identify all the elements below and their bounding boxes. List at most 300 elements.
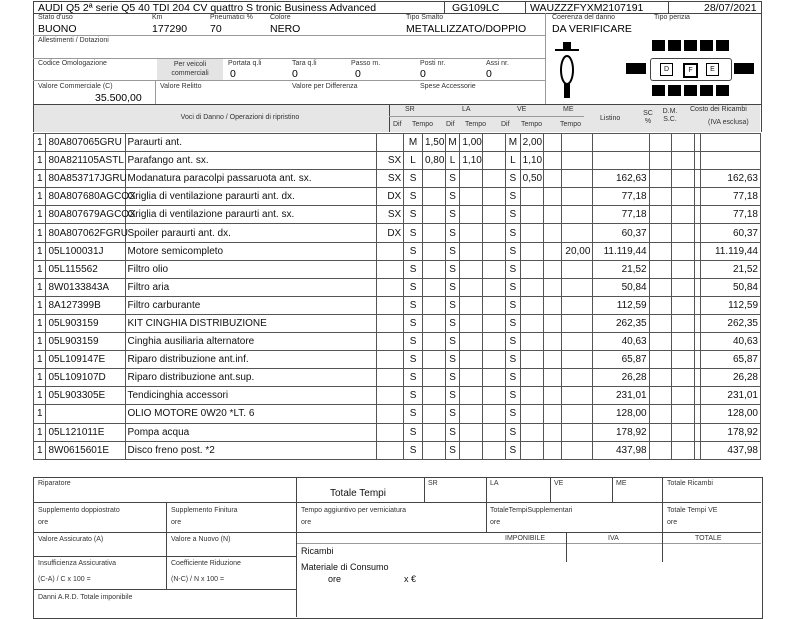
supp-doppio-ore: ore	[38, 519, 49, 526]
cell-me-tempo	[562, 441, 593, 459]
cell-dm	[672, 387, 695, 405]
imponibile-label: IMPONIBILE	[505, 535, 546, 542]
cell-me-tempo	[562, 296, 593, 314]
cell-la-dif: S	[445, 441, 460, 459]
tare-value: 0	[292, 68, 298, 80]
cell-costo: 26,28	[700, 369, 760, 387]
insuff-assic-label: Insufficienza Assicurativa	[38, 560, 117, 567]
cell-sr-tempo: 0,80	[422, 152, 445, 170]
cell-sr-dif: S	[404, 260, 423, 278]
ve-tempo-header: Tempo	[521, 121, 543, 128]
cell-ve-dif: S	[506, 423, 521, 441]
cell-me-tempo	[562, 278, 593, 296]
cell-costo: 262,35	[700, 314, 760, 332]
cell-ve-spacer	[543, 369, 562, 387]
cell-dm	[672, 188, 695, 206]
cell-ve-spacer	[543, 224, 562, 242]
table-row	[34, 260, 761, 278]
cell-ve-spacer	[543, 405, 562, 423]
cell-sr-dif: S	[404, 387, 423, 405]
cell-sr-dif: S	[404, 314, 423, 332]
cell-la-tempo	[460, 260, 483, 278]
cell-dm	[672, 278, 695, 296]
table-row	[34, 441, 761, 459]
cell-la-spacer	[483, 224, 506, 242]
cell-la-tempo: 1,00	[460, 134, 483, 152]
cell-qty: 1	[34, 441, 46, 459]
cell-dm	[672, 224, 695, 242]
report-date: 28/07/2021	[704, 2, 757, 14]
cell-la-dif: S	[445, 405, 460, 423]
cell-ve-spacer	[543, 333, 562, 351]
cell-ve-tempo	[520, 405, 543, 423]
cell-sr-tempo	[422, 423, 445, 441]
cell-sr-dif: S	[404, 405, 423, 423]
accessory-costs-label: Spese Accessorie	[420, 83, 476, 90]
cell-code: 80A807679AGCOX	[46, 206, 125, 224]
cell-qty: 1	[34, 369, 46, 387]
cell-side	[377, 405, 404, 423]
cell-desc: Filtro aria	[125, 278, 377, 296]
la-header: LA	[462, 106, 471, 113]
cell-listino: 77,18	[593, 188, 649, 206]
damage-marker	[668, 85, 681, 96]
tot-tempi-ve-ore: ore	[667, 519, 678, 526]
coeff-riduzione-label: Coefficiente Riduzione	[171, 560, 241, 567]
cell-ve-tempo	[520, 441, 543, 459]
cell-side: DX	[377, 188, 404, 206]
cell-desc: Spoiler paraurti ant. dx.	[125, 224, 377, 242]
wreck-value-label: Valore Relitto	[160, 83, 202, 90]
cell-sc	[649, 387, 672, 405]
cell-sr-tempo	[422, 333, 445, 351]
cell-me-tempo	[562, 387, 593, 405]
cell-la-spacer	[483, 296, 506, 314]
cell-side	[377, 333, 404, 351]
km-label: Km	[152, 14, 163, 21]
cell-la-tempo	[460, 242, 483, 260]
damage-marker	[684, 85, 697, 96]
cell-qty: 1	[34, 260, 46, 278]
cell-ve-dif: S	[506, 278, 521, 296]
cell-side: SX	[377, 170, 404, 188]
cell-la-tempo	[460, 206, 483, 224]
cell-sr-tempo	[422, 441, 445, 459]
materiale-x-euro: x €	[404, 574, 417, 584]
cell-sr-tempo	[422, 314, 445, 332]
cell-la-dif: S	[445, 242, 460, 260]
cell-costo	[700, 134, 760, 152]
cell-ve-dif: S	[506, 170, 521, 188]
cell-qty: 1	[34, 224, 46, 242]
sc-header: SC %	[643, 110, 653, 125]
cell-side	[377, 351, 404, 369]
table-row	[34, 224, 761, 242]
cell-side: SX	[377, 206, 404, 224]
cell-sr-tempo	[422, 170, 445, 188]
cell-qty: 1	[34, 188, 46, 206]
cell-desc: OLIO MOTORE 0W20 *LT. 6	[125, 405, 377, 423]
cell-la-dif: M	[445, 134, 460, 152]
cell-sc	[649, 260, 672, 278]
table-row	[34, 314, 761, 332]
tot-tempi-supp-label: TotaleTempiSupplementari	[490, 507, 573, 514]
cell-ve-dif: S	[506, 405, 521, 423]
tyres-label: Pneumatici %	[210, 14, 253, 21]
cell-side	[377, 387, 404, 405]
cell-sc	[649, 134, 672, 152]
cell-sc	[649, 351, 672, 369]
cell-la-dif: S	[445, 278, 460, 296]
cell-ve-dif: S	[506, 224, 521, 242]
commercial-value: 35.500,00	[95, 92, 142, 104]
cell-la-dif: S	[445, 188, 460, 206]
cell-ve-spacer	[543, 134, 562, 152]
cell-sr-dif: S	[404, 170, 423, 188]
cell-listino: 21,52	[593, 260, 649, 278]
table-row	[34, 405, 761, 423]
table-row	[34, 351, 761, 369]
cell-code: 80A807680AGCOX	[46, 188, 125, 206]
cell-la-dif: S	[445, 314, 460, 332]
iva-label: IVA	[608, 535, 619, 542]
cell-sr-dif: M	[404, 134, 423, 152]
cell-sr-dif: S	[404, 351, 423, 369]
cell-la-spacer	[483, 333, 506, 351]
cell-costo: 162,63	[700, 170, 760, 188]
cell-la-dif: S	[445, 387, 460, 405]
expertise-type-label: Tipo perizia	[654, 14, 690, 21]
damage-marker	[700, 40, 713, 51]
me-tempo-header: Tempo	[560, 121, 582, 128]
cell-sr-dif: S	[404, 441, 423, 459]
cell-sr-tempo	[422, 206, 445, 224]
homologation-label: Codice Omologazione	[38, 60, 107, 67]
cell-qty: 1	[34, 170, 46, 188]
vin-number: WAUZZZFYXM2107191	[530, 2, 644, 14]
cell-listino: 178,92	[593, 423, 649, 441]
cell-listino: 128,00	[593, 405, 649, 423]
damage-marker	[652, 85, 665, 96]
la-tempo-header: Tempo	[465, 121, 487, 128]
damage-marker	[700, 85, 713, 96]
cell-la-tempo	[460, 170, 483, 188]
cell-ve-spacer	[543, 260, 562, 278]
cell-sr-dif: S	[404, 423, 423, 441]
cell-listino: 65,87	[593, 351, 649, 369]
cell-costo: 112,59	[700, 296, 760, 314]
cell-desc: Pompa acqua	[125, 423, 377, 441]
tot-tempi-supp-ore: ore	[490, 519, 501, 526]
cell-ve-dif: S	[506, 260, 521, 278]
cell-la-spacer	[483, 134, 506, 152]
cell-side	[377, 242, 404, 260]
seats-label: Posti nr.	[420, 60, 446, 67]
cell-side	[377, 369, 404, 387]
cell-la-spacer	[483, 260, 506, 278]
cell-ve-dif: S	[506, 387, 521, 405]
supp-finitura-ore: ore	[171, 519, 182, 526]
footer-la-label: LA	[490, 480, 499, 487]
cell-code	[46, 405, 125, 423]
cell-sr-tempo	[422, 369, 445, 387]
cell-costo	[700, 152, 760, 170]
tyres-value: 70	[210, 23, 222, 35]
wheelbase-value: 0	[355, 68, 361, 80]
cell-ve-spacer	[543, 387, 562, 405]
totale-ricambi-label: Totale Ricambi	[667, 480, 713, 487]
cell-ve-dif: S	[506, 351, 521, 369]
cell-sc	[649, 441, 672, 459]
cell-ve-tempo	[520, 188, 543, 206]
supp-doppio-label: Supplemento doppiostrato	[38, 507, 120, 514]
cell-me-tempo	[562, 224, 593, 242]
cell-code: 05L903159	[46, 314, 125, 332]
color-value: NERO	[270, 23, 301, 35]
cell-desc: Filtro carburante	[125, 296, 377, 314]
cell-desc: Paraurti ant.	[125, 134, 377, 152]
cell-sr-tempo	[422, 296, 445, 314]
cell-dm	[672, 405, 695, 423]
cell-code: 80A853717JGRU	[46, 170, 125, 188]
paint-type-value: METALLIZZATO/DOPPIO	[406, 23, 527, 35]
cell-sr-tempo	[422, 260, 445, 278]
table-row	[34, 242, 761, 260]
cell-sr-dif: S	[404, 333, 423, 351]
cell-code: 05L903305E	[46, 387, 125, 405]
cell-ve-tempo	[520, 351, 543, 369]
cell-side	[377, 134, 404, 152]
cell-side	[377, 260, 404, 278]
cell-ve-spacer	[543, 206, 562, 224]
formula-coeff: (N-C) / N x 100 =	[171, 576, 225, 583]
cell-listino: 26,28	[593, 369, 649, 387]
damage-marker	[684, 40, 697, 51]
cell-la-dif: L	[445, 152, 460, 170]
cell-sr-tempo	[422, 387, 445, 405]
cell-ve-dif: S	[506, 314, 521, 332]
cell-la-dif: S	[445, 423, 460, 441]
cell-qty: 1	[34, 333, 46, 351]
cell-ve-dif: L	[506, 152, 521, 170]
sr-header: SR	[405, 106, 415, 113]
cell-sr-dif: S	[404, 242, 423, 260]
cell-desc: Motore semicompleto	[125, 242, 377, 260]
cell-code: 8W0615601E	[46, 441, 125, 459]
damage-marker	[652, 40, 665, 51]
cell-sr-dif: S	[404, 296, 423, 314]
cell-code: 05L109147E	[46, 351, 125, 369]
cell-ve-tempo: 1,10	[520, 152, 543, 170]
cell-dm	[672, 134, 695, 152]
cell-sr-tempo	[422, 351, 445, 369]
cell-la-tempo	[460, 405, 483, 423]
totale-label: TOTALE	[695, 535, 722, 542]
cell-ve-tempo	[520, 224, 543, 242]
cell-costo: 77,18	[700, 206, 760, 224]
cell-ve-tempo	[520, 387, 543, 405]
motorcycle-icon	[547, 36, 587, 104]
cell-costo: 65,87	[700, 351, 760, 369]
cell-side	[377, 278, 404, 296]
formula-insuff: (C-A) / C x 100 =	[38, 576, 91, 583]
cell-qty: 1	[34, 405, 46, 423]
cell-la-spacer	[483, 170, 506, 188]
commercial-vehicles-label: Per veicoli commerciali	[171, 61, 209, 77]
damage-marker	[734, 63, 754, 74]
cell-qty: 1	[34, 387, 46, 405]
table-row	[34, 152, 761, 170]
cell-me-tempo	[562, 423, 593, 441]
cell-ve-tempo	[520, 278, 543, 296]
cell-dm	[672, 441, 695, 459]
cell-desc: Riparo distribuzione ant.sup.	[125, 369, 377, 387]
cell-la-tempo	[460, 296, 483, 314]
table-row	[34, 278, 761, 296]
cell-desc: Tendicinghia accessori	[125, 387, 377, 405]
cell-dm	[672, 170, 695, 188]
riparatore-label: Riparatore	[38, 480, 71, 487]
cell-sr-dif: S	[404, 188, 423, 206]
cell-side	[377, 314, 404, 332]
km-value: 177290	[152, 23, 188, 35]
cell-la-tempo: 1,10	[460, 152, 483, 170]
payload-value: 0	[230, 68, 236, 80]
seats-value: 0	[420, 68, 426, 80]
cell-me-tempo	[562, 405, 593, 423]
table-row	[34, 188, 761, 206]
cell-ve-spacer	[543, 152, 562, 170]
cell-listino: 40,63	[593, 333, 649, 351]
cell-ve-spacer	[543, 188, 562, 206]
cell-me-tempo	[562, 351, 593, 369]
cell-ve-tempo: 2,00	[520, 134, 543, 152]
cell-code: 05L115562	[46, 260, 125, 278]
color-label: Colore	[270, 14, 291, 21]
cell-ve-spacer	[543, 296, 562, 314]
cell-ve-spacer	[543, 278, 562, 296]
cell-side: DX	[377, 224, 404, 242]
cell-costo: 11.119,44	[700, 242, 760, 260]
cell-sr-dif: S	[404, 224, 423, 242]
cell-qty: 1	[34, 423, 46, 441]
cell-dm	[672, 152, 695, 170]
cell-desc: Modanatura paracolpi passaruota ant. sx.	[125, 170, 377, 188]
cell-costo: 128,00	[700, 405, 760, 423]
cell-listino: 112,59	[593, 296, 649, 314]
tempo-vern-label: Tempo aggiuntivo per verniciatura	[301, 507, 407, 514]
cell-ve-tempo	[520, 242, 543, 260]
cell-desc: Griglia di ventilazione paraurti ant. dx.	[125, 188, 377, 206]
cell-me-tempo	[562, 206, 593, 224]
cell-ve-spacer	[543, 351, 562, 369]
tot-tempi-ve-label: Totale Tempi VE	[667, 507, 718, 514]
table-row	[34, 296, 761, 314]
cell-sc	[649, 224, 672, 242]
cell-code: 05L903159	[46, 333, 125, 351]
payload-label: Portata q.li	[228, 60, 262, 67]
cell-la-tempo	[460, 423, 483, 441]
cell-la-spacer	[483, 188, 506, 206]
cell-la-tempo	[460, 333, 483, 351]
cell-side	[377, 441, 404, 459]
table-row	[34, 170, 761, 188]
cell-la-tempo	[460, 314, 483, 332]
cell-me-tempo	[562, 369, 593, 387]
cell-listino: 437,98	[593, 441, 649, 459]
difference-value-label: Valore per Differenza	[292, 83, 358, 90]
la-dif-header: Dif	[446, 121, 455, 128]
costo-header: Costo dei Ricambi	[690, 106, 747, 113]
cell-costo: 40,63	[700, 333, 760, 351]
cell-ve-tempo	[520, 369, 543, 387]
totals-panel	[33, 477, 763, 619]
cell-ve-tempo: 0,50	[520, 170, 543, 188]
cell-la-tempo	[460, 224, 483, 242]
cell-sc	[649, 405, 672, 423]
damage-marker	[716, 40, 729, 51]
cell-sr-tempo: 1,50	[422, 134, 445, 152]
cell-sc	[649, 369, 672, 387]
footer-me-label: ME	[616, 480, 627, 487]
cell-qty: 1	[34, 314, 46, 332]
cell-listino: 60,37	[593, 224, 649, 242]
cell-dm	[672, 314, 695, 332]
cell-side	[377, 296, 404, 314]
ve-dif-header: Dif	[501, 121, 510, 128]
cell-ve-spacer	[543, 441, 562, 459]
cell-la-dif: S	[445, 206, 460, 224]
cell-la-dif: S	[445, 170, 460, 188]
cell-code: 05L121011E	[46, 423, 125, 441]
damage-items-table	[33, 133, 761, 460]
cell-la-tempo	[460, 441, 483, 459]
cell-code: 8A127399B	[46, 296, 125, 314]
dm-header: D.M. S.C.	[662, 108, 678, 123]
cell-desc: Griglia di ventilazione paraurti ant. sx.	[125, 206, 377, 224]
valore-nuovo-label: Valore a Nuovo (N)	[171, 536, 231, 543]
tare-label: Tara q.li	[292, 60, 317, 67]
cell-dm	[672, 206, 695, 224]
ricambi-label: Ricambi	[301, 546, 334, 556]
cell-code: 8W0133843A	[46, 278, 125, 296]
axles-value: 0	[486, 68, 492, 80]
damage-coherence-value: DA VERIFICARE	[552, 23, 632, 35]
cell-me-tempo: 20,00	[562, 242, 593, 260]
cell-me-tempo	[562, 170, 593, 188]
cell-la-spacer	[483, 242, 506, 260]
cell-costo: 21,52	[700, 260, 760, 278]
cell-la-dif: S	[445, 333, 460, 351]
cell-desc: KIT CINGHIA DISTRIBUZIONE	[125, 314, 377, 332]
cell-sc	[649, 423, 672, 441]
cell-sr-tempo	[422, 405, 445, 423]
cell-la-tempo	[460, 278, 483, 296]
cell-me-tempo	[562, 134, 593, 152]
cell-code: 05L100031J	[46, 242, 125, 260]
description-header: Voci di Danno / Operazioni di ripristino	[180, 114, 300, 121]
cell-dm	[672, 333, 695, 351]
cell-code: 80A821105ASTL	[46, 152, 125, 170]
cell-costo: 178,92	[700, 423, 760, 441]
cell-me-tempo	[562, 188, 593, 206]
cell-sr-dif: S	[404, 278, 423, 296]
damage-marker	[668, 40, 681, 51]
me-header: ME	[563, 106, 574, 113]
cell-qty: 1	[34, 242, 46, 260]
cell-la-spacer	[483, 278, 506, 296]
footer-sr-label: SR	[428, 480, 438, 487]
